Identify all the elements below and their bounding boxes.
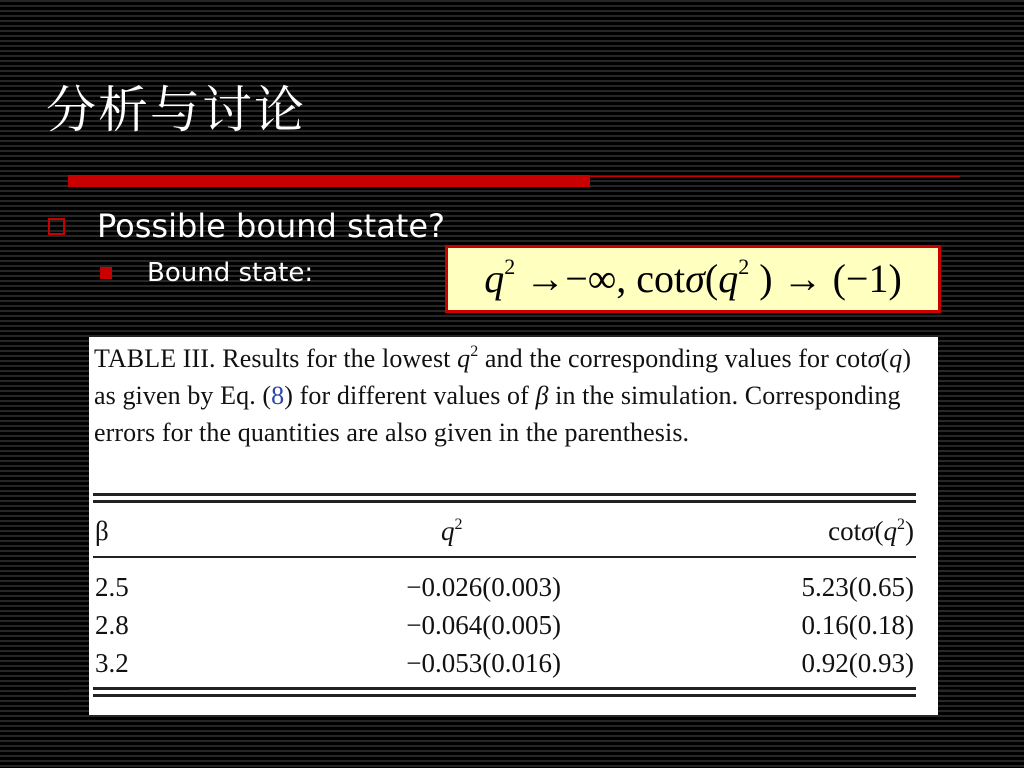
table-cell-cot: 0.16(0.18)	[801, 610, 914, 640]
caption-q: q	[457, 344, 471, 373]
caption-text: ) as given by Eq. (	[94, 344, 912, 410]
table-cell-beta: 2.5	[95, 572, 129, 602]
table-cell-q2: −0.026(0.003)	[406, 572, 561, 602]
header-cot-sigma	[828, 514, 914, 548]
title-underline-thin	[590, 176, 960, 177]
formula-q: q	[484, 256, 505, 301]
caption-beta: β	[535, 381, 549, 410]
hollow-square-bullet-icon	[48, 218, 65, 235]
table-cell-beta: 3.2	[95, 648, 129, 678]
caption-text: TABLE III. Results for the lowest	[94, 344, 458, 373]
header-beta: β	[95, 516, 109, 546]
header-sigma: σ	[861, 516, 875, 546]
table-top-rule	[93, 493, 916, 496]
caption-text: (	[880, 344, 890, 373]
table-cell-cot: 0.92(0.93)	[801, 648, 914, 678]
slide-title: 分析与讨论	[46, 81, 306, 139]
title-underline	[68, 175, 590, 187]
formula-q-exponent: 2	[504, 254, 516, 279]
results-table-figure	[89, 337, 938, 715]
table-cell-beta: 2.8	[95, 610, 129, 640]
table-bottom-rule	[93, 687, 916, 690]
header-q: q	[883, 516, 897, 546]
table-header-rule	[93, 556, 916, 558]
equation-reference-link[interactable]: 8	[271, 381, 285, 410]
bullet-text: Possible bound state?	[97, 207, 446, 245]
table-cell-q2: −0.053(0.016)	[406, 648, 561, 678]
caption-q: q	[889, 344, 903, 373]
header-cot: cot	[828, 516, 862, 546]
sub-bullet-text: Bound state:	[147, 258, 314, 288]
caption-sigma: σ	[867, 344, 881, 373]
header-q-exponent: 2	[897, 516, 905, 533]
formula-close-paren: )	[759, 256, 773, 301]
table-bottom-rule	[93, 694, 916, 697]
formula-inner-exponent: 2	[738, 254, 750, 279]
header-q-exponent: 2	[454, 516, 463, 533]
header-paren: (	[874, 516, 884, 546]
formula-sigma: σ	[685, 256, 705, 301]
bound-state-formula	[445, 245, 941, 313]
formula-limit: →−∞, cot	[525, 256, 686, 301]
table-caption	[94, 340, 926, 451]
filled-square-bullet-icon	[100, 267, 112, 279]
header-q: q	[441, 516, 455, 546]
caption-text: in the simulation. Corresponding errors for the quantities are also given in the parenthesis.	[94, 381, 901, 447]
table-cell-cot: 5.23(0.65)	[801, 572, 914, 602]
header-q2	[441, 514, 463, 548]
caption-text: and the corresponding values for cot	[478, 344, 868, 373]
formula-open-paren: (	[704, 256, 719, 301]
caption-text: ) for different values of	[284, 381, 536, 410]
header-paren: )	[905, 516, 914, 546]
formula-result: → (−1)	[782, 256, 902, 301]
caption-q-exponent: 2	[470, 343, 479, 360]
table-cell-q2: −0.064(0.005)	[406, 610, 561, 640]
formula-inner-q: q	[718, 256, 739, 301]
table-top-rule	[93, 500, 916, 503]
